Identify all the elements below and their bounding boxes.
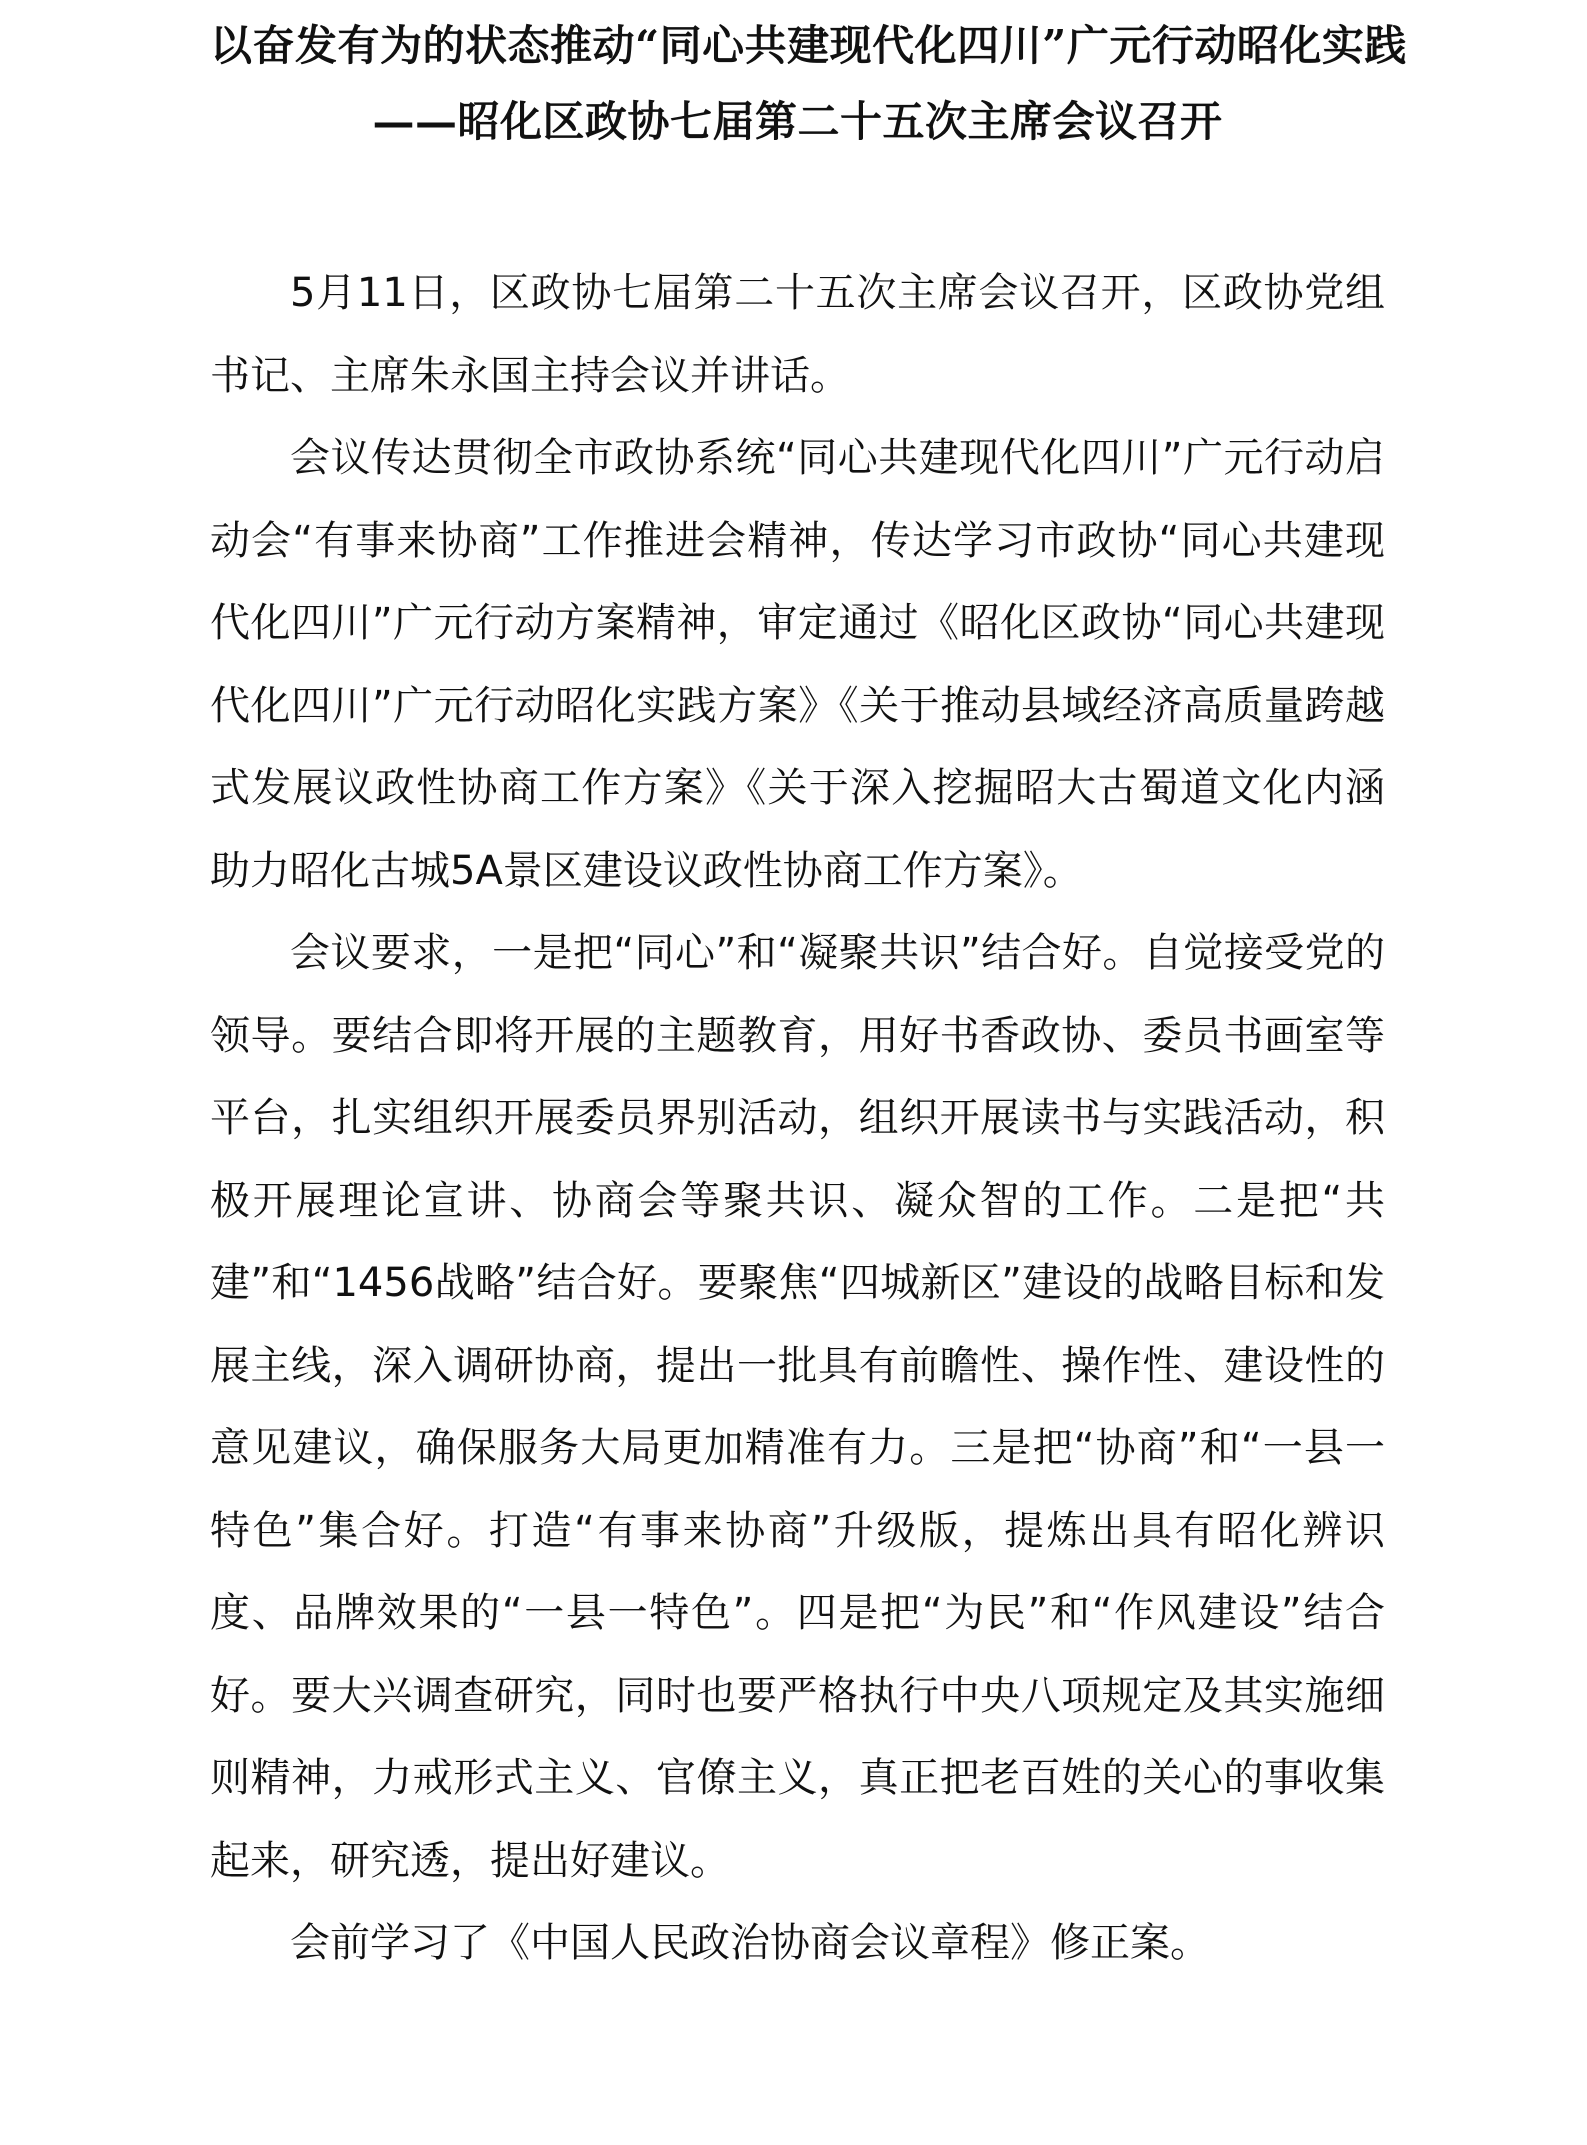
title-block [210, 8, 1407, 160]
paragraph-pre-meeting-study: 会前学习了《中国人民政治协商会议章程》修正案。 [290, 1920, 1210, 1966]
paragraph-meeting-contents: 会议传达贯彻全市政协系统“同心共建现代化四川”广元行动启动会“有事来协商”工作推进会精神，传达学习市政协“同心共建现代化四川”广元行动方案精神，审定通过《昭化区政协“同心共建现代化四川”广元行动昭化实践方案》《关于推动县域经济高质量跨越式发展议政性协商工作方案》《关于深入挖掘昭大古蜀道文化内涵助力昭化古城5A景区建设议政性协商工作方案》。 [210, 435, 1385, 894]
page-title: 以奋发有为的状态推动“同心共建现代化四川”广元行动昭化实践 [210, 21, 1407, 70]
paragraph-meeting-requirements: 会议要求，一是把“同心”和“凝聚共识”结合好。自觉接受党的领导。要结合即将开展的主题教育，用好书香政协、委员书画室等平台，扎实组织开展委员界别活动，组织开展读书与实践活动，积极开展理论宣讲、协商会等聚共识、凝众智的工作。二是把“共建”和“1456战略”结合好。要聚焦“四城新区”建设的战略目标和发展主线，深入调研协商，提出一批具有前瞻性、操作性、建设性的意见建议，确保服务大局更加精准有力。三是把“协商”和“一县一特色”集合好。打造“有事来协商”升级版，提炼出具有昭化辨识度、品牌效果的“一县一特色”。四是把“为民”和“作风建设”结合好。要大兴调查研究，同时也要严格执行中央八项规定及其实施细则精神，力戒形式主义、官僚主义，真正把老百姓的关心的事收集起来，研究透，提出好建议。 [210, 930, 1385, 1884]
article-body [210, 252, 1385, 1985]
paragraph-meeting-opening: 5月11日，区政协七届第二十五次主席会议召开，区政协党组书记、主席朱永国主持会议并讲话。 [210, 270, 1385, 399]
page-subtitle: ——昭化区政协七届第二十五次主席会议召开 [372, 97, 1223, 146]
